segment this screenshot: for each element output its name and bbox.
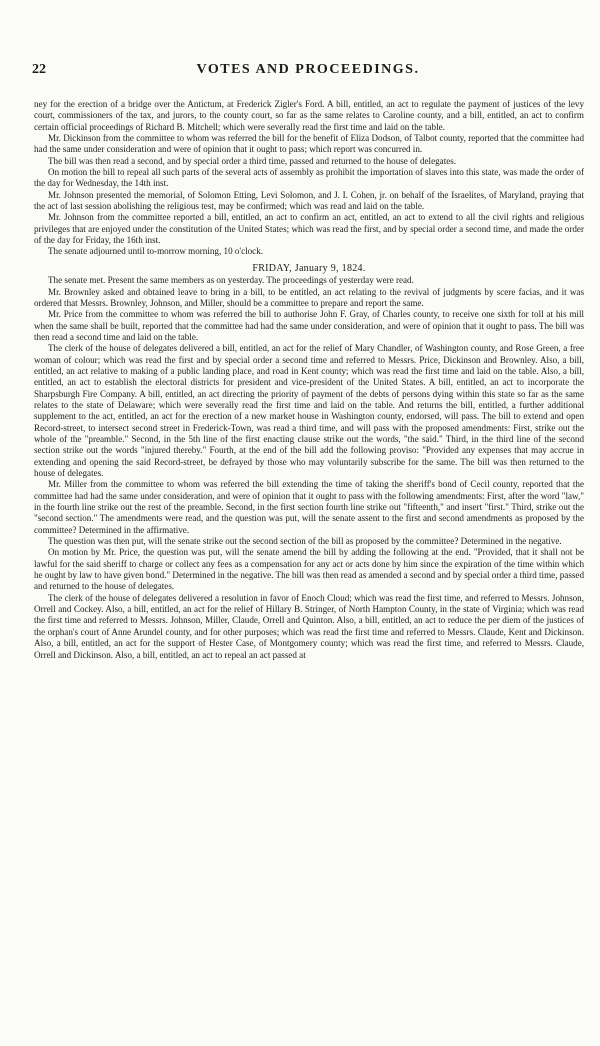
running-head: VOTES AND PROCEEDINGS. bbox=[196, 62, 420, 77]
paragraph: On motion the bill to repeal all such parts of the several acts of assembly as prohibit the importation of slaves into this state, was made the order of the day for Wednesday, the 14th inst. bbox=[34, 167, 584, 189]
paragraph: The clerk of the house of delegates delivered a resolution in favor of Enoch Cloud; which was read the first time, and referred to Messrs. Johnson, Orrell and Cockey. Also, a bill, entitled, an act for the relief of Hillary B. Stringer, of North Hampton County, in the state of Virginia; which was read the first time and referred to Messrs. Johnson, Miller, Claude, Orrell and Quinton. Also, a bill, entitled, an act to reduce the per diem of the justices of the orphan's court of Anne Arundel county, and for other purposes; which was read the first time and referred to Messrs. Claude, Kent and Dickinson. Also, a bill, entitled, an act for the support of Hester Case, of Montgomery county; which was read the first time, and referred to Messrs. Claude, Orrell and Dickinson. Also, a bill, entitled, an act to repeal an act passed at bbox=[34, 592, 584, 660]
paragraph: Mr. Johnson from the committee reported a bill, entitled, an act to confirm an act, entitled, an act to extend to all the civil rights and religious privileges that are enjoyed under the constitution of the United States; which was read the first, and by special order a second time, and made the order of the day for Friday, the 16th inst. bbox=[34, 212, 584, 246]
paragraph: Mr. Brownley asked and obtained leave to bring in a bill, to be entitled, an act relating to the revival of judgments by scere facias, and it was ordered that Messrs. Brownley, Johnson, and Miller, should be a committee to prepare and report the same. bbox=[34, 286, 584, 308]
body-text bbox=[34, 99, 584, 1043]
paragraph: Mr. Dickinson from the committee to whom was referred the bill for the benefit of Eliza Dodson, of Talbot county, reported that the committee had had the same under consideration and were of opinion that it ought to pass; which report was concurred in. bbox=[34, 133, 584, 155]
page-header bbox=[32, 62, 584, 82]
paragraph: ney for the erection of a bridge over the Antictum, at Frederick Zigler's Ford. A bill, entitled, an act to regulate the payment of justices of the levy court, commissioners of the tax, and jurors, to the county court, so far as the same relates to Caroline county, and a bill, entitled, an act to confirm certain official proceedings of Richard B. Mitchell; which were severally read the first time and laid on the table. bbox=[34, 99, 584, 132]
paragraph: On motion by Mr. Price, the question was put, will the senate amend the bill by adding the following at the end. "Provided, that it shall not be lawful for the said sheriff to charge or collect any fees as a compensation for any act or acts done by him since the expiration of the time within which he ought by law to have given bond." Determined in the negative. The bill was then read as amended a second and by special order a third time, passed and returned to the house of delegates. bbox=[34, 547, 584, 592]
paragraph: The senate met. Present the same members as on yesterday. The proceedings of yesterday were read. bbox=[48, 275, 414, 286]
paragraph: Mr. Miller from the committee to whom was referred the bill extending the time of taking the sheriff's bond of Cecil county, reported that the committee had had the same under consideration, and were of opinion that it ought to pass with the following amendments: First, after the word "law," in the fourth line strike out the rest of the preamble. Second, in the first section fourth line strike out "fifteenth," and insert "first." Third, strike out the "second section." The amendments were read, and the question was put, will the senate assent to the first and second amendments as proposed by the committee? Determined in the affirmative. bbox=[34, 479, 584, 535]
paragraph: The clerk of the house of delegates delivered a bill, entitled, an act for the relief of Mary Chandler, of Washington county, and Rose Green, a free woman of colour; which was read the first and by special order a second time and referred to Messrs. Price, Dickinson and Brownley. Also, a bill, entitled, an act relative to making of a public landing place, and road in Kent county; which was read the first time and laid on the table. Also, a bill, entitled, an act to establish the electoral districts for president and vice-president of the United States. A bill, entitled, an act to incorporate the Sharpsburgh Fire Company. A bill, entitled, an act directing the priority of payment of the debts of persons dying within this state so far as the same relates to the state of Delaware; which were severally read the first time and laid on the table. And returns the bill, entitled, a further additional supplement to the act, entitled, an act for the erection of a new market house in Washington county, endorsed, will pass. The bill to extend and open Record-street, to intersect second street in Frederick-Town, was read a third time, and will pass with the proposed amendments: First, strike out the whole of the "preamble." Second, in the 5th line of the first enacting clause strike out the words, "the said." Third, in the third line of the second section strike out the words "injured thereby." Fourth, at the end of the bill add the following proviso: "Provided any expenses that may accrue in extending and opening the said Record-street, be defrayed by those who may voluntarily subscribe for the same. The bill was then returned to the house of delegates. bbox=[34, 343, 584, 478]
paragraph: The bill was then read a second, and by special order a third time, passed and returned to the house of delegates. bbox=[48, 155, 457, 166]
date-heading: FRIDAY, January 9, 1824. bbox=[252, 262, 366, 274]
page-number: 22 bbox=[32, 62, 46, 77]
paragraph: Mr. Price from the committee to whom was referred the bill to authorise John F. Gray, of Charles county, to receive one sixth for toll at his mill when the same shall be built, reported that the committee had had the same under consideration, and were of opinion that it ought to pass. The bill was then read a second time and laid on the table. bbox=[34, 309, 584, 342]
paragraph: The senate adjourned until to-morrow morning, 10 o'clock. bbox=[48, 246, 264, 257]
paragraph: Mr. Johnson presented the memorial, of Solomon Etting, Levi Solomon, and J. I. Cohen, jr. on behalf of the Israelites, of Maryland, praying that the act of last session abolishing the religious test, may be confirmed; which was read and laid on the table. bbox=[34, 189, 584, 212]
paragraph: The question was then put, will the senate strike out the second section of the bill as proposed by the committee? Determined in the negative. bbox=[48, 536, 562, 547]
